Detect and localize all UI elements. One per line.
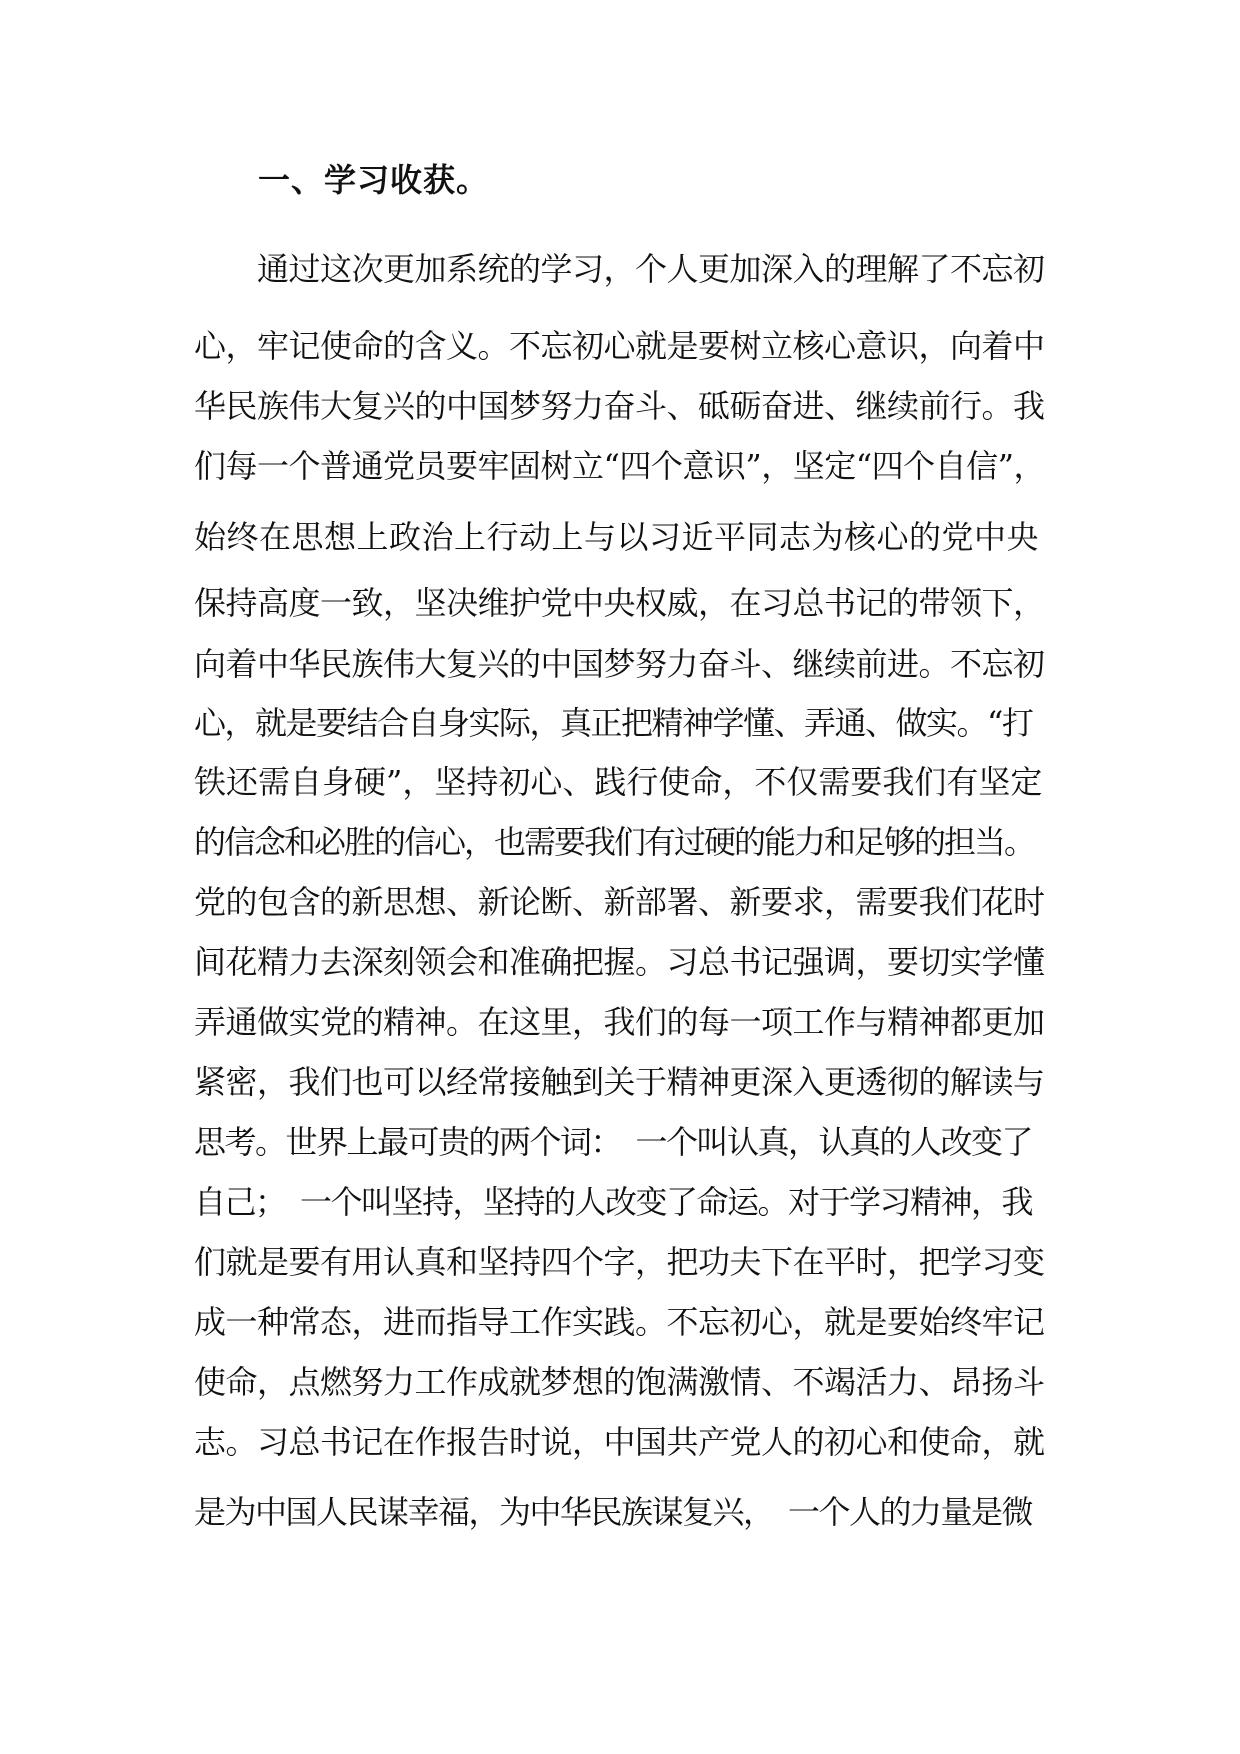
body-line-14: 紧密，我们也可以经常接触到关于精神更深入更透彻的解读与 [194,1063,1045,1101]
section-heading: 一、学习收获。 [258,161,490,199]
body-line-2: 心，牢记使命的含义。不忘初心就是要树立核心意识，向着中 [194,327,1045,365]
body-line-17: 们就是要有用认真和坚持四个字，把功夫下在平时，把学习变 [194,1243,1045,1281]
body-line-19: 使命，点燃努力工作成就梦想的饱满激情、不竭活力、昂扬斗 [194,1363,1045,1401]
body-line-13: 弄通做实党的精神。在这里，我们的每一项工作与精神都更加 [194,1003,1045,1041]
body-line-10: 的信念和必胜的信心，也需要我们有过硬的能力和足够的担当。 [194,823,1035,861]
body-line-1: 通过这次更加系统的学习，个人更加深入的理解了不忘初 [194,250,1045,288]
body-line-5: 始终在思想上政治上行动上与以习近平同志为核心的党中央 [194,518,1040,556]
body-line-12: 间花精力去深刻领会和准确把握。习总书记强调，要切实学懂 [194,943,1045,981]
body-line-16: 自己； 一个叫坚持，坚持的人改变了命运。对于学习精神，我 [194,1183,1033,1221]
body-line-21: 是为中国人民谋幸福，为中华民族谋复兴， 一个人的力量是微 [194,1493,1033,1531]
body-line-15: 思考。世界上最可贵的两个词： 一个叫认真，认真的人改变了 [194,1123,1033,1161]
body-line-20: 志。习总书记在作报告时说，中国共产党人的初心和使命，就 [194,1423,1045,1461]
body-line-9: 铁还需自身硬”，坚持初心、践行使命，不仅需要我们有坚定 [194,763,1043,801]
body-line-4: 们每一个普通党员要牢固树立“四个意识”，坚定“四个自信”， [194,447,1045,485]
body-line-3: 华民族伟大复兴的中国梦努力奋斗、砥砺奋进、继续前行。我 [194,387,1045,425]
body-line-11: 党的包含的新思想、新论断、新部署、新要求，需要我们花时 [194,883,1045,921]
body-line-6: 保持高度一致，坚决维护党中央权威，在习总书记的带领下， [194,584,1045,622]
body-line-7: 向着中华民族伟大复兴的中国梦努力奋斗、继续前进。不忘初 [194,645,1045,683]
body-line-18: 成一种常态，进而指导工作实践。不忘初心，就是要始终牢记 [194,1303,1045,1341]
body-line-8: 心，就是要结合自身实际，真正把精神学懂、弄通、做实。“打 [194,704,1033,742]
